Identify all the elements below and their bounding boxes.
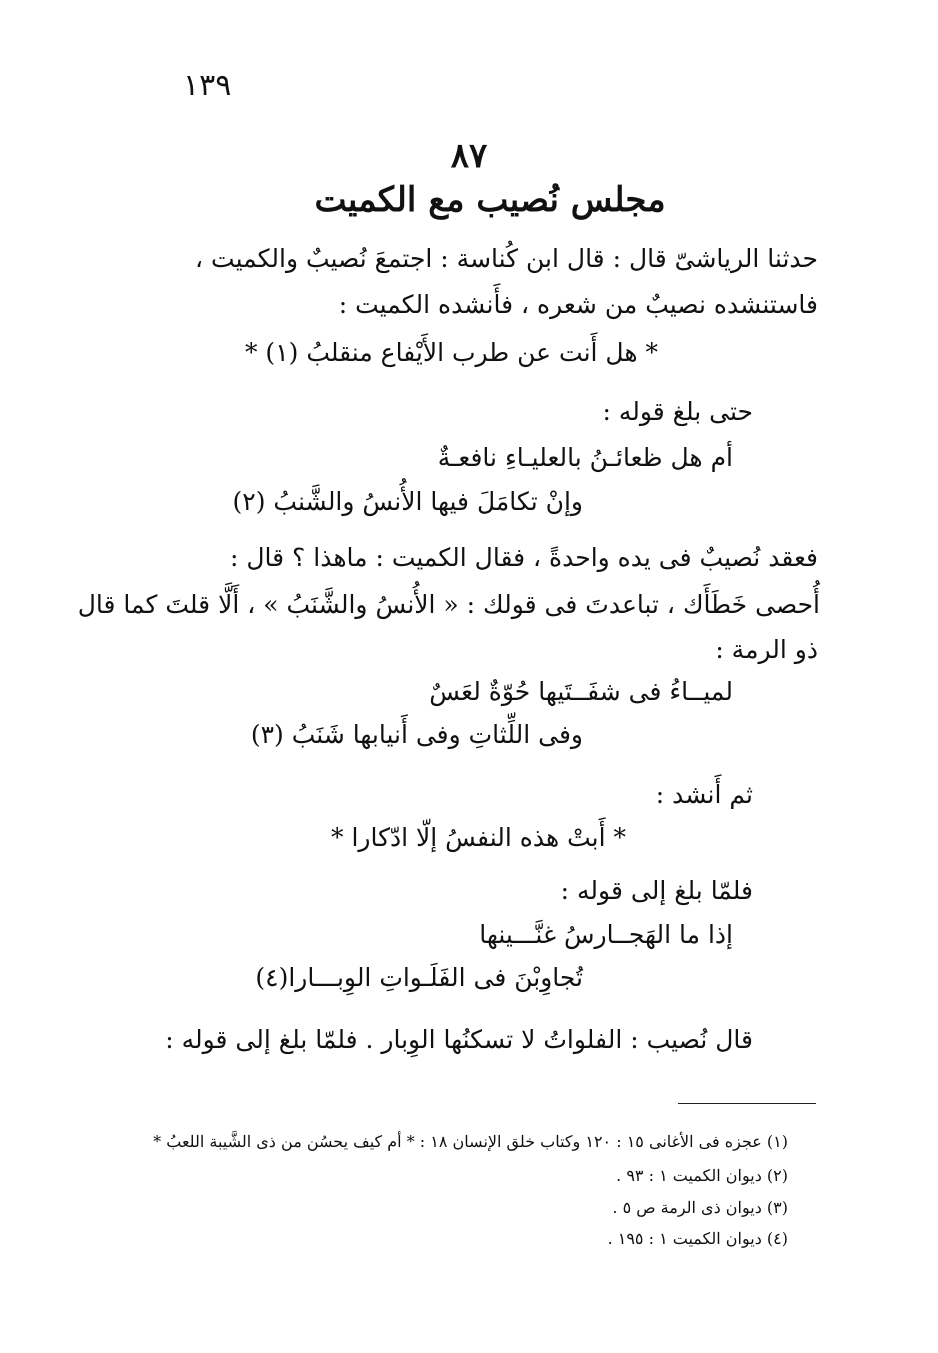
paragraph-line: أُحصى خَطَأَك ، تباعدتَ فى قولك : « الأُنسُ والشَّنَبُ » ، أَلَّا قلتَ كما قال <box>77 590 820 619</box>
paragraph-line: فعقد نُصيبٌ فى يده واحدةً ، فقال الكميت : ماهذا ؟ قال : <box>229 543 818 572</box>
footnote: (٤) ديوان الكميت ١ : ١٩٥ . <box>607 1229 788 1248</box>
footnote: (٣) ديوان ذى الرمة ص ٥ . <box>612 1198 788 1217</box>
paragraph-line: ذو الرمة : <box>715 635 818 664</box>
page-number: ١٣٩ <box>183 68 232 103</box>
verse-line: لميــاءُ فى شفَــتَيها حُوّةٌ لعَسٌ <box>429 677 733 706</box>
paragraph-line: قال نُصيب : الفلواتُ لا تسكنُها الوِبار . فلمّا بلغ إلى قوله : <box>165 1025 753 1054</box>
footnote: (١) عجزه فى الأغانى ١٥ : ١٢٠ وكتاب خلق الإنسان ١٨ : * أم كيف يحسُن من ذى الشَّيبة اللعبُ * <box>153 1132 788 1151</box>
verse-line: * أَبتْ هذه النفسُ إلّا ادّكارا * <box>331 823 626 852</box>
paragraph-line: حدثنا الرياشىّ قال : قال ابن كُناسة : اجتمعَ نُصيبٌ والكميت ، <box>195 244 818 273</box>
section-number: ٨٧ <box>450 136 488 176</box>
verse-line: إذا ما الهَجــارسُ غنَّـــينها <box>479 920 733 949</box>
verse-line: وفى اللِّثاتِ وفى أَنيابها شَنَبُ (٣) <box>250 720 583 749</box>
paragraph-line: فاستنشده نصيبٌ من شعره ، فأَنشده الكميت : <box>338 290 818 319</box>
paragraph-line: فلمّا بلغ إلى قوله : <box>560 876 753 905</box>
section-title: مجلس نُصيب مع الكميت <box>314 180 666 220</box>
paragraph-line: حتى بلغ قوله : <box>602 397 753 426</box>
verse-line: وإنْ تكامَلَ فيها الأُنسُ والشَّنبُ (٢) <box>232 487 583 516</box>
footnote: (٢) ديوان الكميت ١ : ٩٣ . <box>616 1166 788 1185</box>
paragraph-line: ثم أَنشد : <box>655 780 753 809</box>
verse-line: تُجاوِبْنَ فى الفَلَـواتِ الوِبـــارا(٤) <box>255 963 583 992</box>
verse-line: * هل أَنت عن طرب الأَيْفاع منقلبُ (١) * <box>244 338 658 367</box>
footnote-divider <box>678 1103 816 1104</box>
verse-line: أم هل ظعائـنُ بالعليـاءِ نافعـةٌ <box>437 443 733 472</box>
